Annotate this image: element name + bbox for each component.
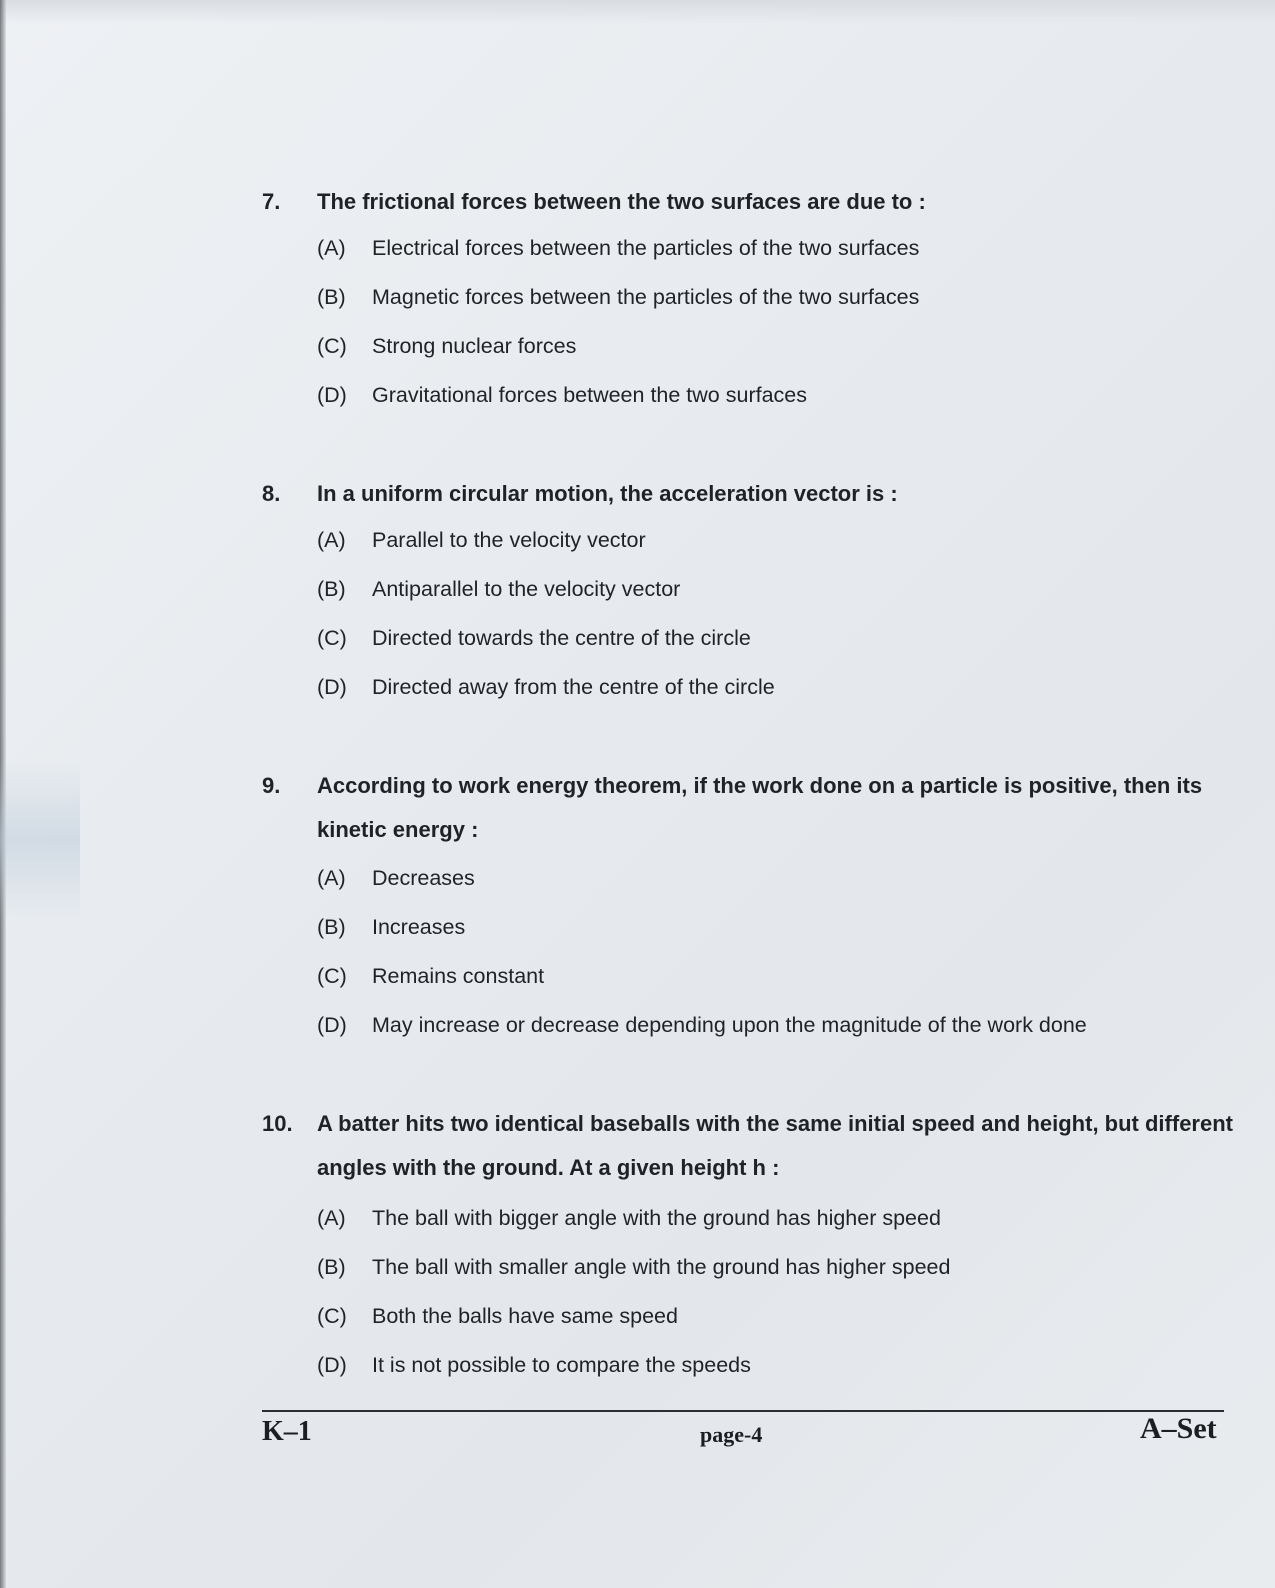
- scan-artifact: [0, 760, 80, 920]
- question-number: 7.: [262, 189, 281, 214]
- option-text: The ball with smaller angle with the ground has higher speed: [372, 1255, 951, 1279]
- option-label: (A): [317, 866, 346, 890]
- option-c: [262, 952, 1242, 1001]
- option-label: (A): [317, 1206, 346, 1230]
- option-d: [262, 371, 1242, 420]
- option-text: Decreases: [372, 866, 475, 890]
- option-a: [262, 516, 1242, 565]
- option-b: [262, 903, 1242, 952]
- question-number: 8.: [262, 481, 281, 506]
- option-label: (A): [317, 528, 346, 552]
- question-text: The frictional forces between the two surfaces are due to :: [317, 189, 926, 214]
- option-c: [262, 1292, 1242, 1341]
- option-label: (D): [317, 383, 347, 407]
- option-text: Magnetic forces between the particles of the two surfaces: [372, 285, 920, 309]
- option-label: (B): [317, 577, 346, 601]
- question-text: In a uniform circular motion, the acceleration vector is :: [317, 481, 898, 506]
- option-label: (C): [317, 964, 347, 988]
- option-b: [262, 565, 1242, 614]
- option-a: [262, 854, 1242, 903]
- option-label: (C): [317, 626, 347, 650]
- question-8: [262, 472, 1242, 712]
- option-text: Directed away from the centre of the circle: [372, 675, 775, 699]
- footer-divider: [262, 1410, 1224, 1412]
- option-label: (A): [317, 236, 346, 260]
- option-text: It is not possible to compare the speeds: [372, 1353, 751, 1377]
- footer-code: K–1: [262, 1416, 312, 1447]
- question-9: [262, 764, 1242, 1050]
- option-text: Directed towards the centre of the circle: [372, 626, 751, 650]
- set-label: A–Set: [1140, 1412, 1217, 1445]
- option-text: Increases: [372, 915, 466, 939]
- option-label: (D): [317, 1013, 347, 1037]
- option-b: [262, 273, 1242, 322]
- option-label: (B): [317, 915, 346, 939]
- option-label: (B): [317, 1255, 346, 1279]
- option-label: (D): [317, 1353, 347, 1377]
- option-text: Antiparallel to the velocity vector: [372, 577, 681, 601]
- question-text: A batter hits two identical baseballs with the same initial speed and height, but different angles with the ground. At a given height h :: [317, 1111, 1233, 1180]
- option-label: (C): [317, 334, 347, 358]
- option-text: May increase or decrease depending upon the magnitude of the work done: [372, 1013, 1087, 1037]
- option-text: Gravitational forces between the two surfaces: [372, 383, 807, 407]
- option-text: The ball with bigger angle with the ground has higher speed: [372, 1206, 941, 1230]
- option-a: [262, 224, 1242, 273]
- scan-top-shadow: [0, 0, 1275, 24]
- question-text: According to work energy theorem, if the work done on a particle is positive, then its kinetic energy :: [317, 773, 1203, 842]
- option-text: Electrical forces between the particles of the two surfaces: [372, 236, 920, 260]
- option-text: Parallel to the velocity vector: [372, 528, 646, 552]
- option-text: Both the balls have same speed: [372, 1304, 678, 1328]
- question-7: [262, 180, 1242, 420]
- option-text: Strong nuclear forces: [372, 334, 577, 358]
- option-d: [262, 1001, 1242, 1050]
- question-10: [262, 1102, 1242, 1390]
- option-label: (D): [317, 675, 347, 699]
- question-number: 9.: [262, 773, 281, 798]
- question-number: 10.: [262, 1111, 293, 1136]
- option-b: [262, 1243, 1242, 1292]
- page-number: page-4: [700, 1422, 763, 1447]
- option-label: (C): [317, 1304, 347, 1328]
- option-text: Remains constant: [372, 964, 545, 988]
- option-a: [262, 1194, 1242, 1243]
- option-c: [262, 614, 1242, 663]
- option-c: [262, 322, 1242, 371]
- option-d: [262, 663, 1242, 712]
- option-label: (B): [317, 285, 346, 309]
- option-d: [262, 1341, 1242, 1390]
